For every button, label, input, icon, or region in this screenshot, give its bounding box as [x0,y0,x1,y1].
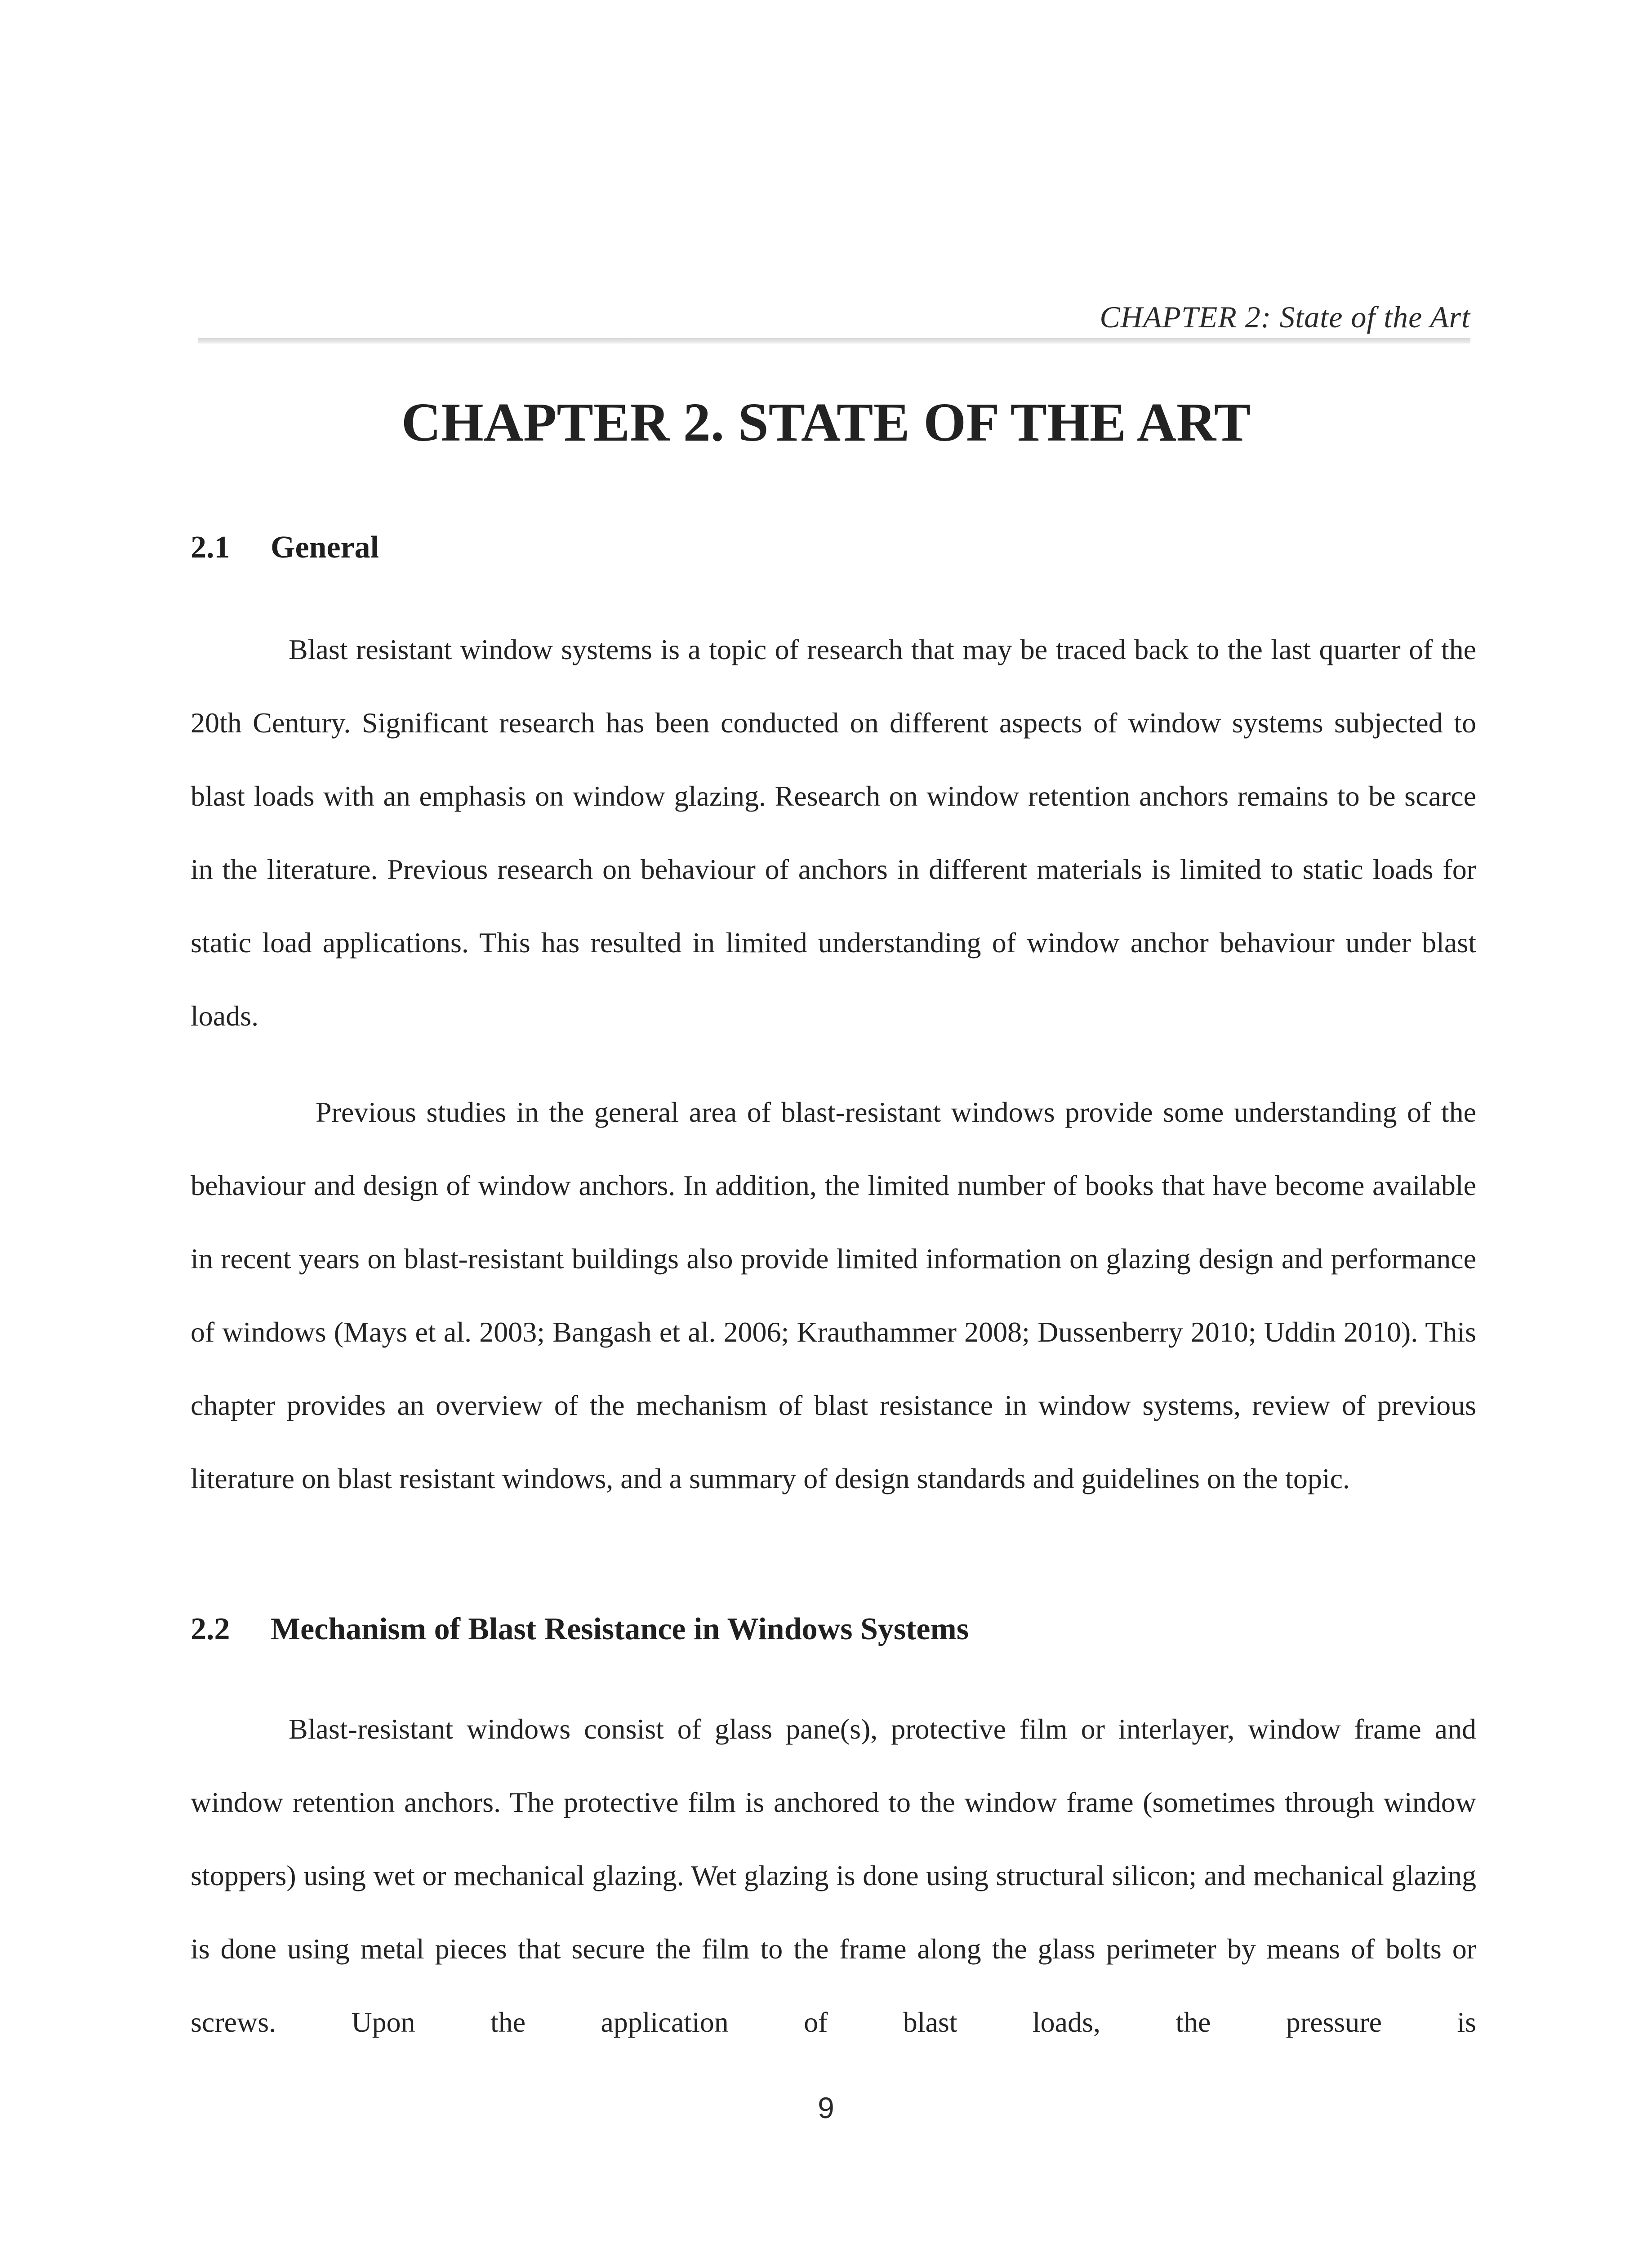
section-heading-2-1 [191,530,379,566]
paragraph-general-2: Previous studies in the general area of blast-resistant windows provide some understanding of the behaviour and design of window anchors. In addition, the limited number of books that have become available in recent years on blast-resistant buildings also provide limited information on glazing design and performance of windows (Mays et al. 2003; Bangash et al. 2006; Krauthammer 2008; Dussenberry 2010; Uddin 2010). This chapter provides an overview of the mechanism of blast resistance in window systems, review of previous literature on blast resistant windows, and a summary of design standards and guidelines on the topic. [191,1096,1476,1494]
section-number: 2.2 [191,1612,230,1646]
chapter-title: CHAPTER 2. STATE OF THE ART [401,392,1251,453]
paragraph-mechanism-1: Blast-resistant windows consist of glass pane(s), protective film or interlayer, window frame and window retention anchors. The protective film is anchored to the window frame (sometimes through window stoppers) using wet or mechanical glazing. Wet glazing is done using structural silicon; and mechanical glazing is done using metal pieces that secure the film to the frame along the glass perimeter by means of bolts or screws. Upon the application of blast loads, the pressure is [191,1713,1476,2038]
section-heading-2-2 [191,1611,969,1647]
page-number: 9 [818,2091,834,2124]
paragraph-general-1: Blast resistant window systems is a topic of research that may be traced back to the last quarter of the 20th Century. Significant research has been conducted on different aspects of window systems subjected to blast loads with an emphasis on window glazing. Research on window retention anchors remains to be scarce in the literature. Previous research on behaviour of anchors in different materials is limited to static loads for static load applications. This has resulted in limited understanding of window anchor behaviour under blast loads. [191,633,1476,1032]
section-title: General [271,530,379,565]
running-header: CHAPTER 2: State of the Art [1100,300,1470,334]
header-rule [198,338,1470,343]
section-number: 2.1 [191,530,230,565]
section-title: Mechanism of Blast Resistance in Windows Systems [271,1612,969,1646]
